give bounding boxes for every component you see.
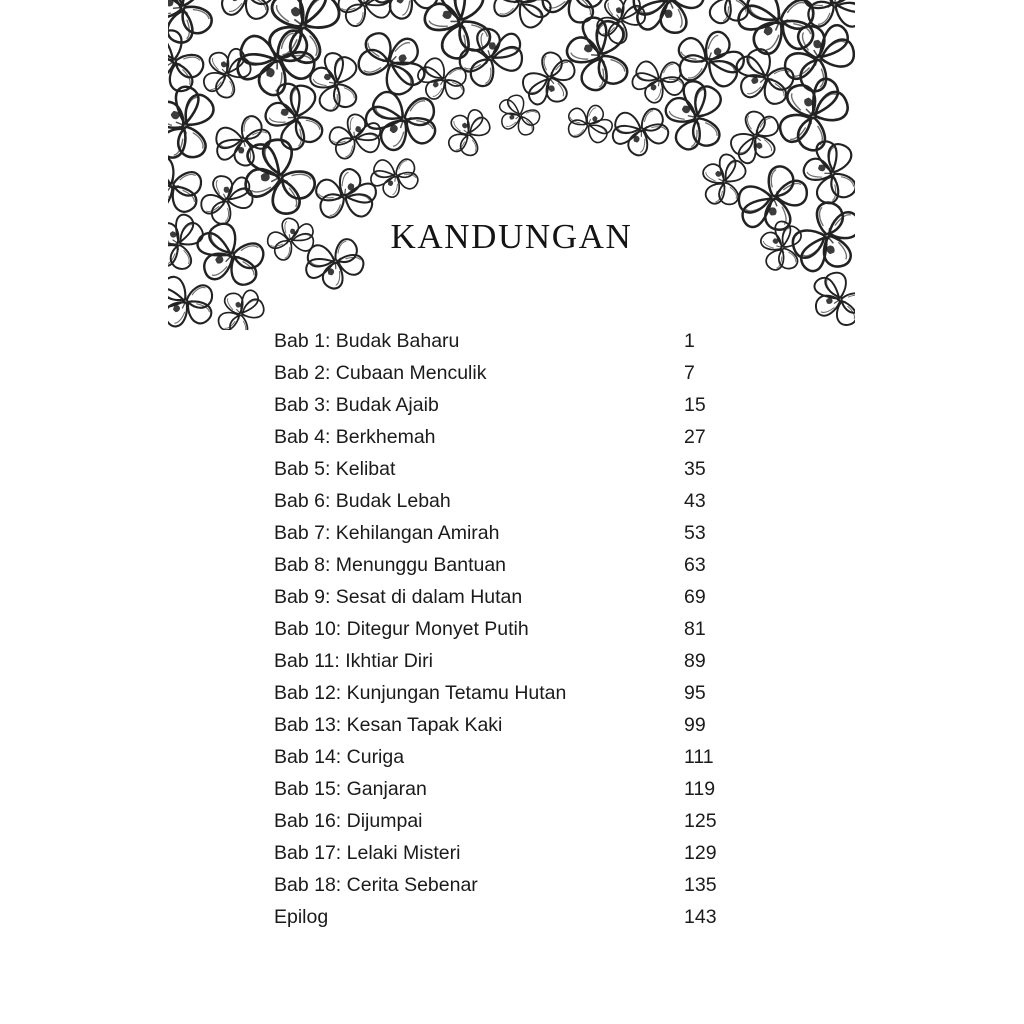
toc-entry-page-number: 81 bbox=[684, 618, 706, 640]
toc-entry-page-number: 135 bbox=[684, 874, 717, 896]
toc-entry-page-number: 35 bbox=[684, 458, 706, 480]
toc-entry-label: Bab 10: Ditegur Monyet Putih bbox=[274, 618, 529, 640]
toc-entry-page-number: 43 bbox=[684, 490, 706, 512]
toc-entry-page-number: 1 bbox=[684, 330, 695, 352]
toc-entry-label: Bab 5: Kelibat bbox=[274, 458, 396, 480]
toc-entry[interactable] bbox=[274, 485, 794, 517]
toc-entry-page-number: 125 bbox=[684, 810, 717, 832]
toc-entry-label: Bab 1: Budak Baharu bbox=[274, 330, 460, 352]
toc-entry-label: Bab 3: Budak Ajaib bbox=[274, 394, 439, 416]
toc-entry[interactable] bbox=[274, 645, 794, 677]
toc-entry[interactable] bbox=[274, 581, 794, 613]
toc-entry-page-number: 119 bbox=[684, 778, 716, 800]
toc-entry[interactable] bbox=[274, 901, 794, 933]
toc-entry-page-number: 129 bbox=[684, 842, 717, 864]
toc-entry[interactable] bbox=[274, 805, 794, 837]
toc-entry[interactable] bbox=[274, 677, 794, 709]
toc-entry-label: Bab 15: Ganjaran bbox=[274, 778, 427, 800]
toc-entry-label: Bab 16: Dijumpai bbox=[274, 810, 423, 832]
toc-entry-label: Bab 13: Kesan Tapak Kaki bbox=[274, 714, 503, 736]
toc-entry-page-number: 27 bbox=[684, 426, 706, 448]
toc-entry-page-number: 89 bbox=[684, 650, 706, 672]
floral-arch-decoration bbox=[168, 0, 855, 330]
toc-entry[interactable] bbox=[274, 549, 794, 581]
toc-entry[interactable] bbox=[274, 613, 794, 645]
table-of-contents bbox=[274, 325, 794, 933]
toc-entry[interactable] bbox=[274, 773, 794, 805]
toc-entry-label: Bab 4: Berkhemah bbox=[274, 426, 436, 448]
page-title: KANDUNGAN bbox=[390, 217, 633, 256]
toc-entry-page-number: 99 bbox=[684, 714, 706, 736]
toc-entry-label: Bab 8: Menunggu Bantuan bbox=[274, 554, 507, 576]
toc-entry-page-number: 53 bbox=[684, 522, 706, 544]
toc-entry-label: Epilog bbox=[274, 906, 329, 928]
toc-entry-label: Bab 2: Cubaan Menculik bbox=[274, 362, 487, 384]
flower-cluster bbox=[168, 0, 855, 330]
toc-entry-label: Bab 9: Sesat di dalam Hutan bbox=[274, 586, 523, 608]
toc-entry-page-number: 111 bbox=[684, 746, 714, 768]
toc-entry-label: Bab 7: Kehilangan Amirah bbox=[274, 522, 500, 544]
toc-entry[interactable] bbox=[274, 357, 794, 389]
toc-entry[interactable] bbox=[274, 421, 794, 453]
toc-entry-label: Bab 12: Kunjungan Tetamu Hutan bbox=[274, 682, 567, 704]
toc-entry[interactable] bbox=[274, 453, 794, 485]
toc-entry[interactable] bbox=[274, 325, 794, 357]
toc-entry[interactable] bbox=[274, 869, 794, 901]
toc-entry-page-number: 69 bbox=[684, 586, 706, 608]
toc-entry-page-number: 7 bbox=[684, 362, 695, 384]
toc-entry-label: Bab 11: Ikhtiar Diri bbox=[274, 650, 433, 672]
toc-entry-label: Bab 18: Cerita Sebenar bbox=[274, 874, 478, 896]
toc-entry[interactable] bbox=[274, 741, 794, 773]
toc-entry-label: Bab 14: Curiga bbox=[274, 746, 405, 768]
toc-entry[interactable] bbox=[274, 517, 794, 549]
toc-entry[interactable] bbox=[274, 837, 794, 869]
toc-entry-label: Bab 17: Lelaki Misteri bbox=[274, 842, 461, 864]
toc-entry-page-number: 143 bbox=[684, 906, 717, 928]
toc-entry-label: Bab 6: Budak Lebah bbox=[274, 490, 451, 512]
toc-entry-page-number: 15 bbox=[684, 394, 706, 416]
toc-entry[interactable] bbox=[274, 709, 794, 741]
toc-entry-page-number: 63 bbox=[684, 554, 706, 576]
floral-pattern-svg bbox=[168, 0, 855, 330]
toc-entry-page-number: 95 bbox=[684, 682, 706, 704]
toc-entry[interactable] bbox=[274, 389, 794, 421]
